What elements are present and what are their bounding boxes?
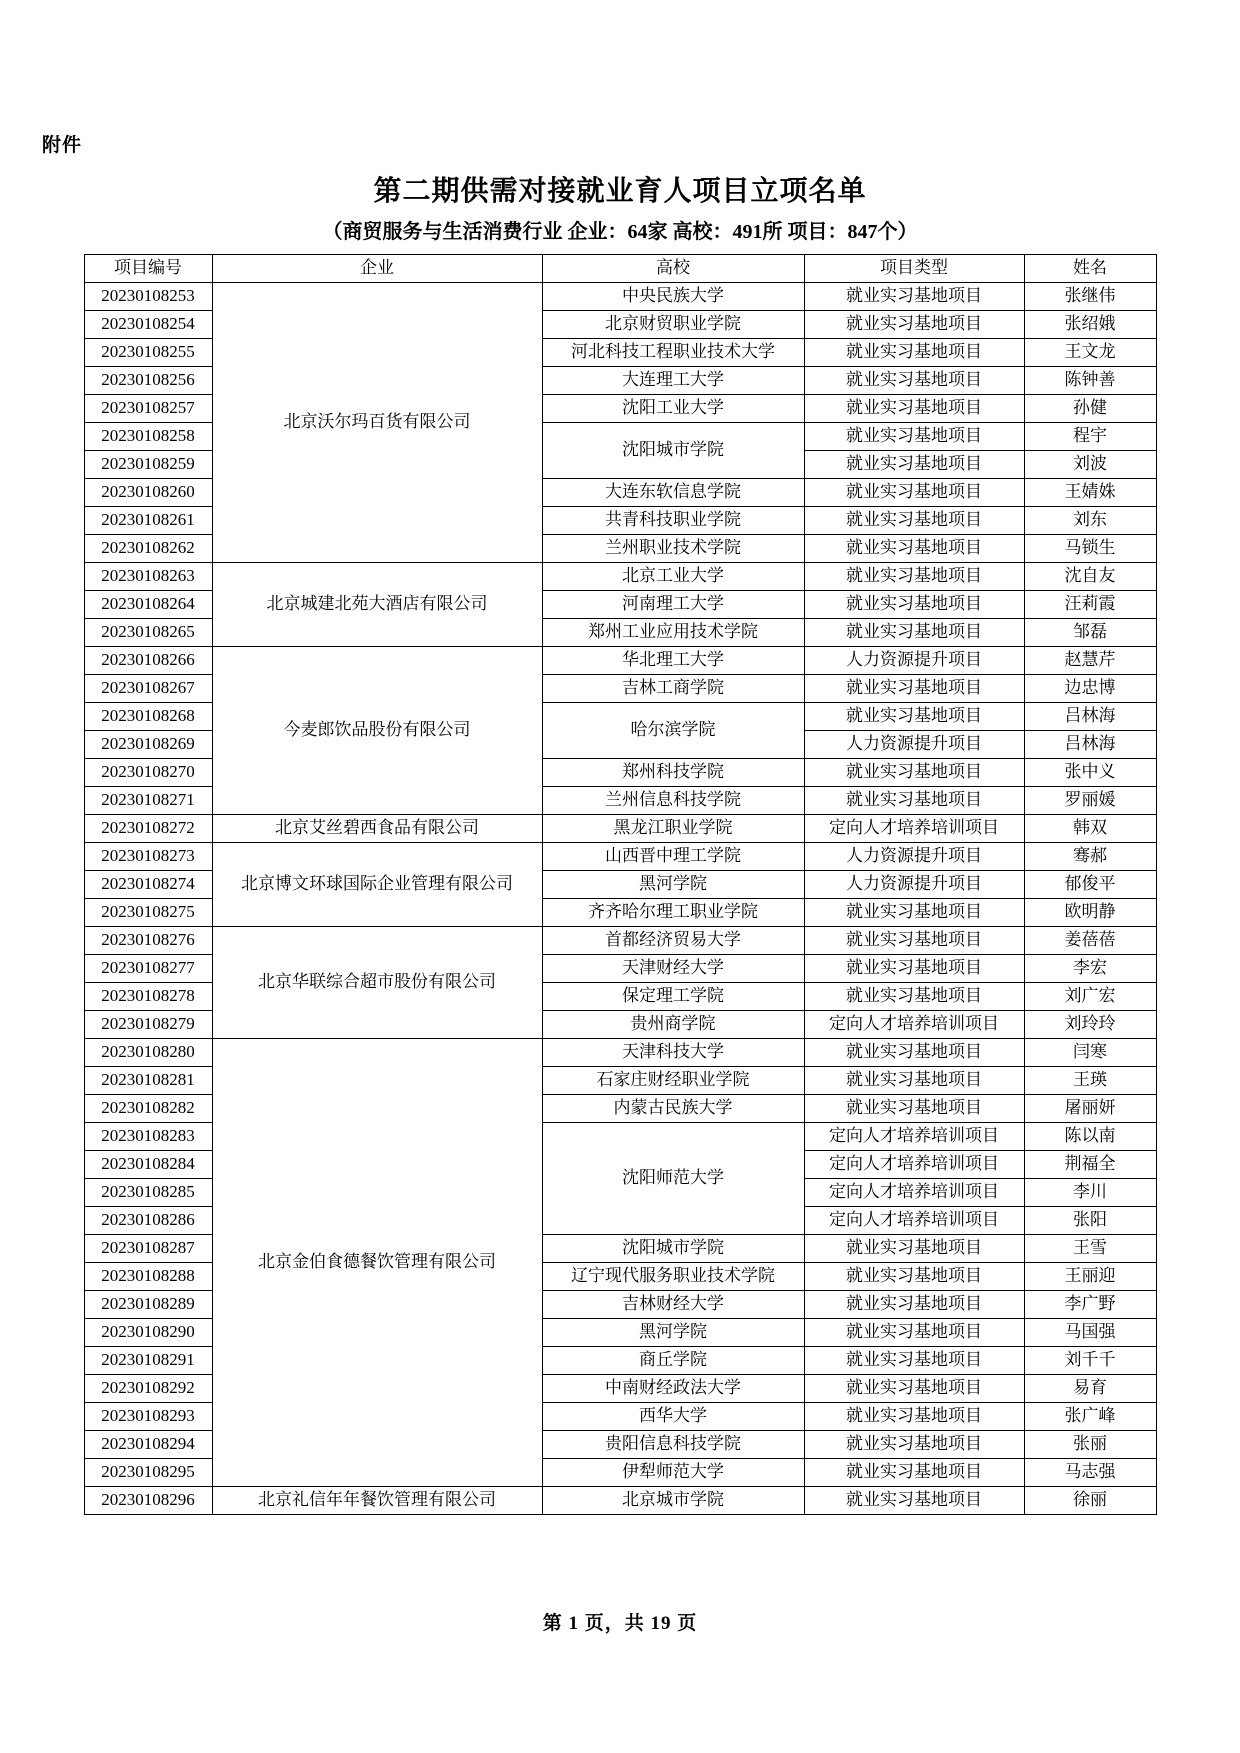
cell-project-id: 20230108296: [84, 1487, 212, 1515]
cell-person-name: 李广野: [1024, 1291, 1156, 1319]
cell-university: 西华大学: [542, 1403, 804, 1431]
cell-university: 大连理工大学: [542, 367, 804, 395]
cell-person-name: 陈钟善: [1024, 367, 1156, 395]
cell-project-type: 就业实习基地项目: [804, 787, 1024, 815]
cell-project-type: 就业实习基地项目: [804, 535, 1024, 563]
cell-project-type: 定向人才培养培训项目: [804, 1123, 1024, 1151]
cell-project-type: 人力资源提升项目: [804, 871, 1024, 899]
cell-person-name: 马国强: [1024, 1319, 1156, 1347]
cell-university: 北京财贸职业学院: [542, 311, 804, 339]
column-header-name: 姓名: [1024, 255, 1156, 283]
cell-person-name: 张广峰: [1024, 1403, 1156, 1431]
cell-university: 沈阳城市学院: [542, 1235, 804, 1263]
cell-project-id: 20230108268: [84, 703, 212, 731]
cell-project-type: 就业实习基地项目: [804, 423, 1024, 451]
table-row: [84, 1487, 1156, 1515]
table-row: [84, 283, 1156, 311]
table-row: [84, 843, 1156, 871]
cell-project-type: 就业实习基地项目: [804, 283, 1024, 311]
cell-university: 北京城市学院: [542, 1487, 804, 1515]
cell-project-id: 20230108279: [84, 1011, 212, 1039]
cell-university: 中南财经政法大学: [542, 1375, 804, 1403]
cell-university: 河南理工大学: [542, 591, 804, 619]
cell-project-id: 20230108295: [84, 1459, 212, 1487]
cell-project-type: 就业实习基地项目: [804, 1403, 1024, 1431]
cell-project-type: 就业实习基地项目: [804, 1431, 1024, 1459]
cell-person-name: 马锁生: [1024, 535, 1156, 563]
cell-person-name: 张丽: [1024, 1431, 1156, 1459]
cell-project-type: 就业实习基地项目: [804, 1487, 1024, 1515]
cell-university: 华北理工大学: [542, 647, 804, 675]
page-title: 第二期供需对接就业育人项目立项名单: [373, 176, 867, 207]
cell-project-type: 就业实习基地项目: [804, 479, 1024, 507]
cell-person-name: 李宏: [1024, 955, 1156, 983]
cell-project-id: 20230108290: [84, 1319, 212, 1347]
cell-project-id: 20230108286: [84, 1207, 212, 1235]
cell-project-type: 人力资源提升项目: [804, 843, 1024, 871]
cell-project-id: 20230108289: [84, 1291, 212, 1319]
cell-project-id: 20230108271: [84, 787, 212, 815]
cell-project-type: 就业实习基地项目: [804, 311, 1024, 339]
cell-project-id: 20230108270: [84, 759, 212, 787]
table-header: [84, 255, 1156, 283]
cell-person-name: 荆福全: [1024, 1151, 1156, 1179]
cell-university: 中央民族大学: [542, 283, 804, 311]
cell-person-name: 欧明静: [1024, 899, 1156, 927]
cell-university: 大连东软信息学院: [542, 479, 804, 507]
cell-person-name: 孙健: [1024, 395, 1156, 423]
column-header-enterprise: 企业: [212, 255, 542, 283]
cell-university: 内蒙古民族大学: [542, 1095, 804, 1123]
cell-university: 共青科技职业学院: [542, 507, 804, 535]
cell-university: 哈尔滨学院: [542, 703, 804, 759]
cell-project-id: 20230108263: [84, 563, 212, 591]
table-body: [84, 283, 1156, 1515]
cell-university: 吉林工商学院: [542, 675, 804, 703]
cell-person-name: 王雪: [1024, 1235, 1156, 1263]
cell-person-name: 李川: [1024, 1179, 1156, 1207]
cell-university: 黑龙江职业学院: [542, 815, 804, 843]
cell-project-id: 20230108287: [84, 1235, 212, 1263]
cell-person-name: 吕林海: [1024, 731, 1156, 759]
cell-university: 沈阳城市学院: [542, 423, 804, 479]
cell-project-type: 就业实习基地项目: [804, 1067, 1024, 1095]
cell-project-id: 20230108253: [84, 283, 212, 311]
cell-person-name: 王婧姝: [1024, 479, 1156, 507]
cell-enterprise: 北京博文环球国际企业管理有限公司: [212, 843, 542, 927]
cell-project-type: 就业实习基地项目: [804, 619, 1024, 647]
cell-project-type: 定向人才培养培训项目: [804, 815, 1024, 843]
cell-enterprise: 北京沃尔玛百货有限公司: [212, 283, 542, 563]
cell-project-type: 就业实习基地项目: [804, 1235, 1024, 1263]
cell-project-type: 就业实习基地项目: [804, 899, 1024, 927]
cell-person-name: 张阳: [1024, 1207, 1156, 1235]
cell-university: 辽宁现代服务职业技术学院: [542, 1263, 804, 1291]
cell-person-name: 郁俊平: [1024, 871, 1156, 899]
cell-project-id: 20230108292: [84, 1375, 212, 1403]
cell-university: 沈阳师范大学: [542, 1123, 804, 1235]
cell-project-type: 定向人才培养培训项目: [804, 1151, 1024, 1179]
cell-university: 天津财经大学: [542, 955, 804, 983]
table-row: [84, 815, 1156, 843]
cell-project-id: 20230108265: [84, 619, 212, 647]
cell-project-type: 就业实习基地项目: [804, 1263, 1024, 1291]
table-row: [84, 1039, 1156, 1067]
cell-person-name: 刘广宏: [1024, 983, 1156, 1011]
cell-project-type: 定向人才培养培训项目: [804, 1207, 1024, 1235]
cell-project-id: 20230108283: [84, 1123, 212, 1151]
cell-project-id: 20230108280: [84, 1039, 212, 1067]
cell-project-id: 20230108274: [84, 871, 212, 899]
cell-project-id: 20230108269: [84, 731, 212, 759]
cell-project-id: 20230108276: [84, 927, 212, 955]
cell-project-type: 就业实习基地项目: [804, 1347, 1024, 1375]
cell-person-name: 骞郝: [1024, 843, 1156, 871]
cell-project-type: 就业实习基地项目: [804, 563, 1024, 591]
cell-enterprise: 北京金伯食德餐饮管理有限公司: [212, 1039, 542, 1487]
cell-person-name: 张绍娥: [1024, 311, 1156, 339]
cell-person-name: 边忠博: [1024, 675, 1156, 703]
table-header-row: [84, 255, 1156, 283]
cell-enterprise: 北京华联综合超市股份有限公司: [212, 927, 542, 1039]
cell-project-type: 就业实习基地项目: [804, 1039, 1024, 1067]
cell-project-id: 20230108284: [84, 1151, 212, 1179]
table-row: [84, 927, 1156, 955]
cell-university: 北京工业大学: [542, 563, 804, 591]
cell-person-name: 屠丽妍: [1024, 1095, 1156, 1123]
cell-project-id: 20230108293: [84, 1403, 212, 1431]
cell-project-type: 就业实习基地项目: [804, 983, 1024, 1011]
cell-project-type: 就业实习基地项目: [804, 507, 1024, 535]
cell-enterprise: 北京礼信年年餐饮管理有限公司: [212, 1487, 542, 1515]
cell-project-type: 就业实习基地项目: [804, 591, 1024, 619]
cell-project-id: 20230108285: [84, 1179, 212, 1207]
cell-person-name: 吕林海: [1024, 703, 1156, 731]
cell-project-id: 20230108264: [84, 591, 212, 619]
cell-project-id: 20230108277: [84, 955, 212, 983]
cell-person-name: 程宇: [1024, 423, 1156, 451]
cell-enterprise: 北京艾丝碧西食品有限公司: [212, 815, 542, 843]
cell-project-id: 20230108255: [84, 339, 212, 367]
cell-project-id: 20230108275: [84, 899, 212, 927]
cell-person-name: 王文龙: [1024, 339, 1156, 367]
cell-project-id: 20230108294: [84, 1431, 212, 1459]
cell-project-type: 就业实习基地项目: [804, 1319, 1024, 1347]
cell-person-name: 王瑛: [1024, 1067, 1156, 1095]
cell-project-id: 20230108267: [84, 675, 212, 703]
cell-person-name: 韩双: [1024, 815, 1156, 843]
cell-person-name: 赵慧芹: [1024, 647, 1156, 675]
cell-project-type: 定向人才培养培训项目: [804, 1179, 1024, 1207]
cell-university: 齐齐哈尔理工职业学院: [542, 899, 804, 927]
page-footer: 第 1 页，共 19 页: [542, 1613, 698, 1634]
cell-person-name: 王丽迎: [1024, 1263, 1156, 1291]
cell-project-id: 20230108260: [84, 479, 212, 507]
cell-project-id: 20230108261: [84, 507, 212, 535]
cell-project-id: 20230108281: [84, 1067, 212, 1095]
cell-project-type: 就业实习基地项目: [804, 367, 1024, 395]
attachment-label: 附件: [42, 135, 83, 156]
cell-person-name: 张继伟: [1024, 283, 1156, 311]
cell-project-id: 20230108266: [84, 647, 212, 675]
project-list-table: [84, 254, 1157, 1515]
cell-person-name: 易育: [1024, 1375, 1156, 1403]
cell-project-type: 就业实习基地项目: [804, 927, 1024, 955]
cell-university: 黑河学院: [542, 871, 804, 899]
cell-project-id: 20230108258: [84, 423, 212, 451]
cell-project-id: 20230108272: [84, 815, 212, 843]
cell-university: 山西晋中理工学院: [542, 843, 804, 871]
cell-project-id: 20230108291: [84, 1347, 212, 1375]
cell-project-type: 人力资源提升项目: [804, 647, 1024, 675]
cell-university: 天津科技大学: [542, 1039, 804, 1067]
cell-project-type: 就业实习基地项目: [804, 675, 1024, 703]
cell-project-type: 人力资源提升项目: [804, 731, 1024, 759]
cell-project-type: 就业实习基地项目: [804, 1375, 1024, 1403]
cell-project-id: 20230108257: [84, 395, 212, 423]
cell-person-name: 汪莉霞: [1024, 591, 1156, 619]
cell-university: 郑州工业应用技术学院: [542, 619, 804, 647]
cell-person-name: 刘东: [1024, 507, 1156, 535]
cell-project-id: 20230108273: [84, 843, 212, 871]
cell-project-type: 就业实习基地项目: [804, 955, 1024, 983]
cell-project-type: 就业实习基地项目: [804, 703, 1024, 731]
cell-person-name: 刘玲玲: [1024, 1011, 1156, 1039]
cell-university: 兰州信息科技学院: [542, 787, 804, 815]
cell-project-id: 20230108254: [84, 311, 212, 339]
column-header-id: 项目编号: [84, 255, 212, 283]
cell-person-name: 张中义: [1024, 759, 1156, 787]
cell-project-id: 20230108288: [84, 1263, 212, 1291]
cell-person-name: 姜蓓蓓: [1024, 927, 1156, 955]
cell-project-type: 就业实习基地项目: [804, 1291, 1024, 1319]
cell-person-name: 刘千千: [1024, 1347, 1156, 1375]
cell-project-id: 20230108256: [84, 367, 212, 395]
cell-university: 兰州职业技术学院: [542, 535, 804, 563]
cell-enterprise: 北京城建北苑大酒店有限公司: [212, 563, 542, 647]
cell-person-name: 邹磊: [1024, 619, 1156, 647]
cell-university: 伊犁师范大学: [542, 1459, 804, 1487]
cell-project-id: 20230108278: [84, 983, 212, 1011]
cell-person-name: 沈自友: [1024, 563, 1156, 591]
cell-project-type: 就业实习基地项目: [804, 1459, 1024, 1487]
cell-project-type: 定向人才培养培训项目: [804, 1011, 1024, 1039]
cell-university: 商丘学院: [542, 1347, 804, 1375]
cell-project-type: 就业实习基地项目: [804, 395, 1024, 423]
cell-university: 贵阳信息科技学院: [542, 1431, 804, 1459]
column-header-type: 项目类型: [804, 255, 1024, 283]
cell-project-id: 20230108262: [84, 535, 212, 563]
cell-university: 石家庄财经职业学院: [542, 1067, 804, 1095]
cell-university: 郑州科技学院: [542, 759, 804, 787]
cell-person-name: 徐丽: [1024, 1487, 1156, 1515]
table-row: [84, 647, 1156, 675]
cell-person-name: 闫寒: [1024, 1039, 1156, 1067]
cell-person-name: 刘波: [1024, 451, 1156, 479]
cell-project-id: 20230108259: [84, 451, 212, 479]
cell-university: 首都经济贸易大学: [542, 927, 804, 955]
cell-university: 河北科技工程职业技术大学: [542, 339, 804, 367]
cell-university: 黑河学院: [542, 1319, 804, 1347]
cell-project-type: 就业实习基地项目: [804, 451, 1024, 479]
cell-person-name: 马志强: [1024, 1459, 1156, 1487]
cell-university: 吉林财经大学: [542, 1291, 804, 1319]
page-subtitle: （商贸服务与生活消费行业 企业：64家 高校：491所 项目：847个）: [322, 221, 918, 243]
cell-person-name: 陈以南: [1024, 1123, 1156, 1151]
cell-university: 沈阳工业大学: [542, 395, 804, 423]
table-row: [84, 563, 1156, 591]
cell-project-type: 就业实习基地项目: [804, 1095, 1024, 1123]
cell-person-name: 罗丽媛: [1024, 787, 1156, 815]
column-header-university: 高校: [542, 255, 804, 283]
cell-project-id: 20230108282: [84, 1095, 212, 1123]
cell-university: 保定理工学院: [542, 983, 804, 1011]
cell-project-type: 就业实习基地项目: [804, 759, 1024, 787]
cell-university: 贵州商学院: [542, 1011, 804, 1039]
cell-project-type: 就业实习基地项目: [804, 339, 1024, 367]
cell-enterprise: 今麦郎饮品股份有限公司: [212, 647, 542, 815]
